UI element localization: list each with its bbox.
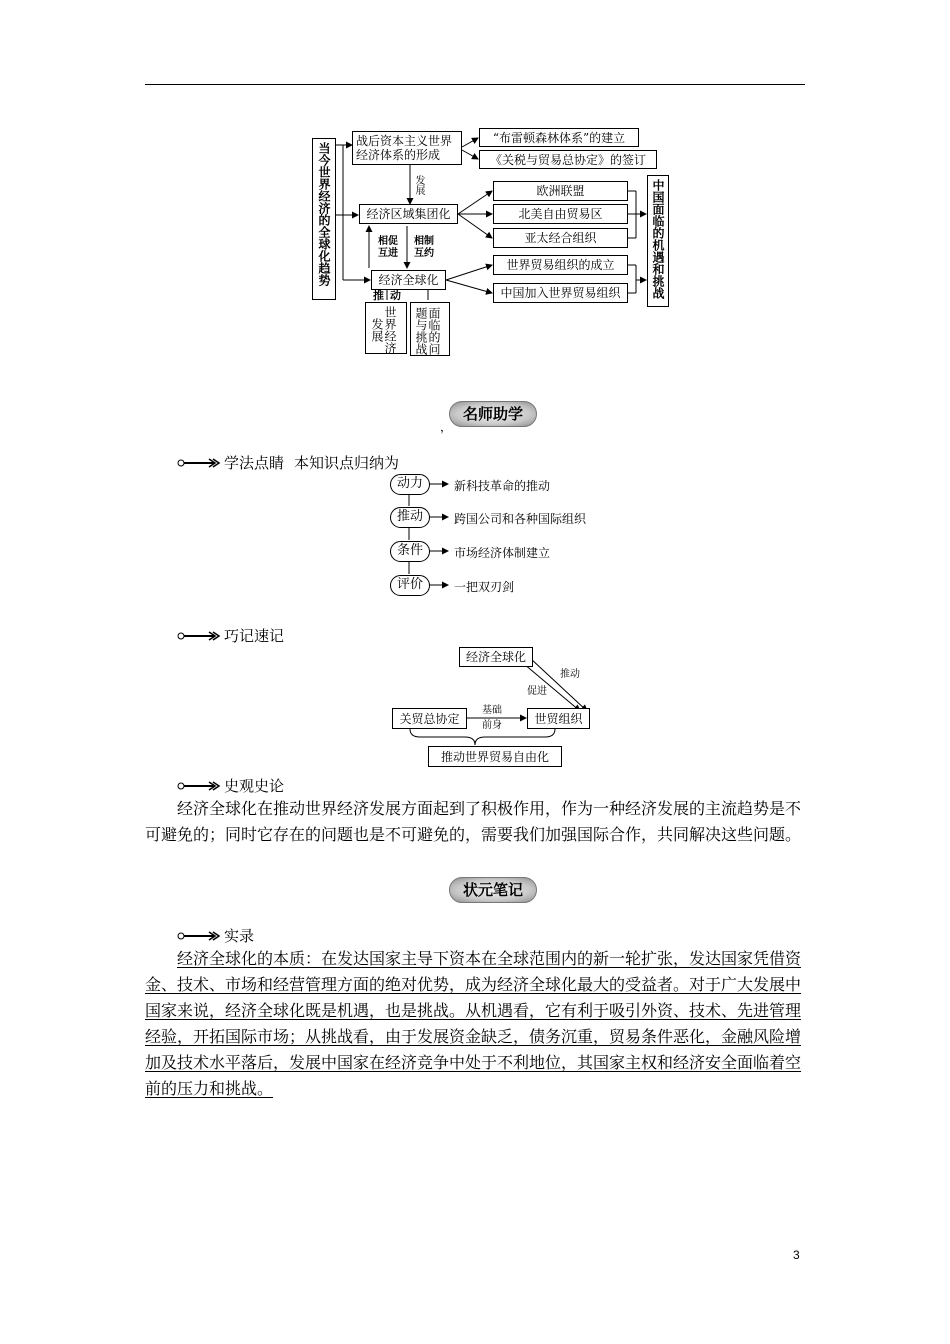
section-badge-teacher: 名师助学 xyxy=(449,401,537,427)
study-tip-text: 本知识点归纳为 xyxy=(294,454,400,472)
regional-label: 经济区域集团化 xyxy=(366,207,451,221)
memory-heading: 巧记速记 xyxy=(224,627,285,645)
mem-wto-box: 世贸组织 xyxy=(527,708,590,729)
mem-glob-box: 经济全球化 xyxy=(459,647,533,667)
world-econ-label: 世界经济发展 xyxy=(370,306,397,354)
gatt-label: 《关税与贸易总协定》的签订 xyxy=(489,153,646,167)
world-econ-box xyxy=(365,302,407,354)
study-tip-heading-row xyxy=(176,452,399,473)
restrict-label: 相制互约 xyxy=(414,236,434,259)
push-label: 推动 xyxy=(373,289,407,302)
nafta-box xyxy=(493,204,628,224)
bullet-arrow-icon xyxy=(176,631,222,641)
china-wto-label: 中国加入世界贸易组织 xyxy=(500,286,621,300)
stray-comma: ， xyxy=(440,420,453,434)
history-heading: 史观史论 xyxy=(224,777,285,795)
value-driver: 新科技革命的推动 xyxy=(454,479,551,493)
mem-basis-label: 基础 xyxy=(482,705,502,716)
bullet-arrow-icon xyxy=(176,458,222,468)
nafta-label: 北美自由贸易区 xyxy=(518,207,603,221)
bullet-arrow-icon xyxy=(176,931,222,941)
mem-predecessor-label: 前身 xyxy=(482,720,502,731)
history-heading-row xyxy=(176,775,284,796)
right-vertical-label: 中国面临的机遇和挑战 xyxy=(651,179,665,299)
apec-label: 亚太经合组织 xyxy=(524,231,597,245)
mem-result-box: 推动世界贸易自由化 xyxy=(428,746,562,767)
bretton-box xyxy=(479,128,639,147)
eu-box xyxy=(493,181,628,201)
notes-underlined-text: 经济全球化的本质：在发达国家主导下资本在全球范围内的新一轮扩张，发达国家凭借资金、技术、市场和经营管理方面的绝对优势，成为经济全球化最大的受益者。对于广大发展中国家来说，经济全球化既是机遇，也是挑战。从机遇看，它有利于吸引外资、技术、先进管理经验，开拓国际市场；从挑战看，由于发展资金缺乏，债务沉重，贸易条件恶化，金融风险增加及技术水平落后，发展中国家在经济竞争中处于不利地位，其国家主权和经济安全面临着空前的压力和挑战。 xyxy=(145,949,802,1098)
notes-heading-row xyxy=(176,925,254,946)
globalization-box xyxy=(371,270,446,290)
page-number: 3 xyxy=(793,1248,800,1262)
right-vertical-box xyxy=(647,175,669,307)
diagram-connectors xyxy=(0,0,950,380)
memory-heading-row xyxy=(176,625,284,646)
eu-label: 欧洲联盟 xyxy=(536,184,585,198)
china-wto-box xyxy=(493,283,628,303)
bretton-label: “布雷顿森林体系”的建立 xyxy=(492,131,626,145)
top-system-label: 战后资本主义世界经济体系的形成 xyxy=(356,134,453,162)
wto-found-label: 世界贸易组织的成立 xyxy=(506,258,615,272)
top-system-box xyxy=(352,131,462,165)
value-evaluation: 一把双刃剑 xyxy=(454,580,515,594)
problems-label: 面临的问题与挑战 xyxy=(414,307,441,355)
promote-label: 相促互进 xyxy=(378,236,398,259)
mem-push-label: 推动 xyxy=(560,669,580,680)
develop-label: 发展 xyxy=(413,175,424,195)
bullet-arrow-icon xyxy=(176,781,222,791)
key-oval-driver: 动力 xyxy=(390,474,430,495)
notes-paragraph xyxy=(145,946,807,1102)
value-promoter: 跨国公司和各种国际组织 xyxy=(454,512,587,526)
apec-box xyxy=(493,228,628,248)
left-vertical-box xyxy=(312,138,336,300)
wto-found-box xyxy=(493,255,628,275)
globalization-label: 经济全球化 xyxy=(378,273,439,287)
regional-box xyxy=(359,204,458,224)
mem-promote-label: 促进 xyxy=(527,686,547,697)
value-condition: 市场经济体制建立 xyxy=(454,546,551,560)
key-oval-evaluation: 评价 xyxy=(390,575,430,596)
problems-box xyxy=(410,302,450,356)
gatt-box xyxy=(479,150,657,169)
key-oval-promoter: 推动 xyxy=(390,507,430,528)
left-vertical-label: 当今世界经济的全球化趋势 xyxy=(317,142,331,286)
key-oval-condition: 条件 xyxy=(390,541,430,562)
study-tip-heading: 学法点睛 xyxy=(224,454,285,472)
section-badge-notes: 状元笔记 xyxy=(449,877,537,903)
history-paragraph: 经济全球化在推动世界经济发展方面起到了积极作用，作为一种经济发展的主流趋势是不可避免的；同时它存在的问题也是不可避免的，需要我们加强国际合作，共同解决这些问题。 xyxy=(145,799,802,844)
notes-heading: 实录 xyxy=(224,927,255,945)
mem-gatt-box: 关贸总协定 xyxy=(392,708,467,729)
